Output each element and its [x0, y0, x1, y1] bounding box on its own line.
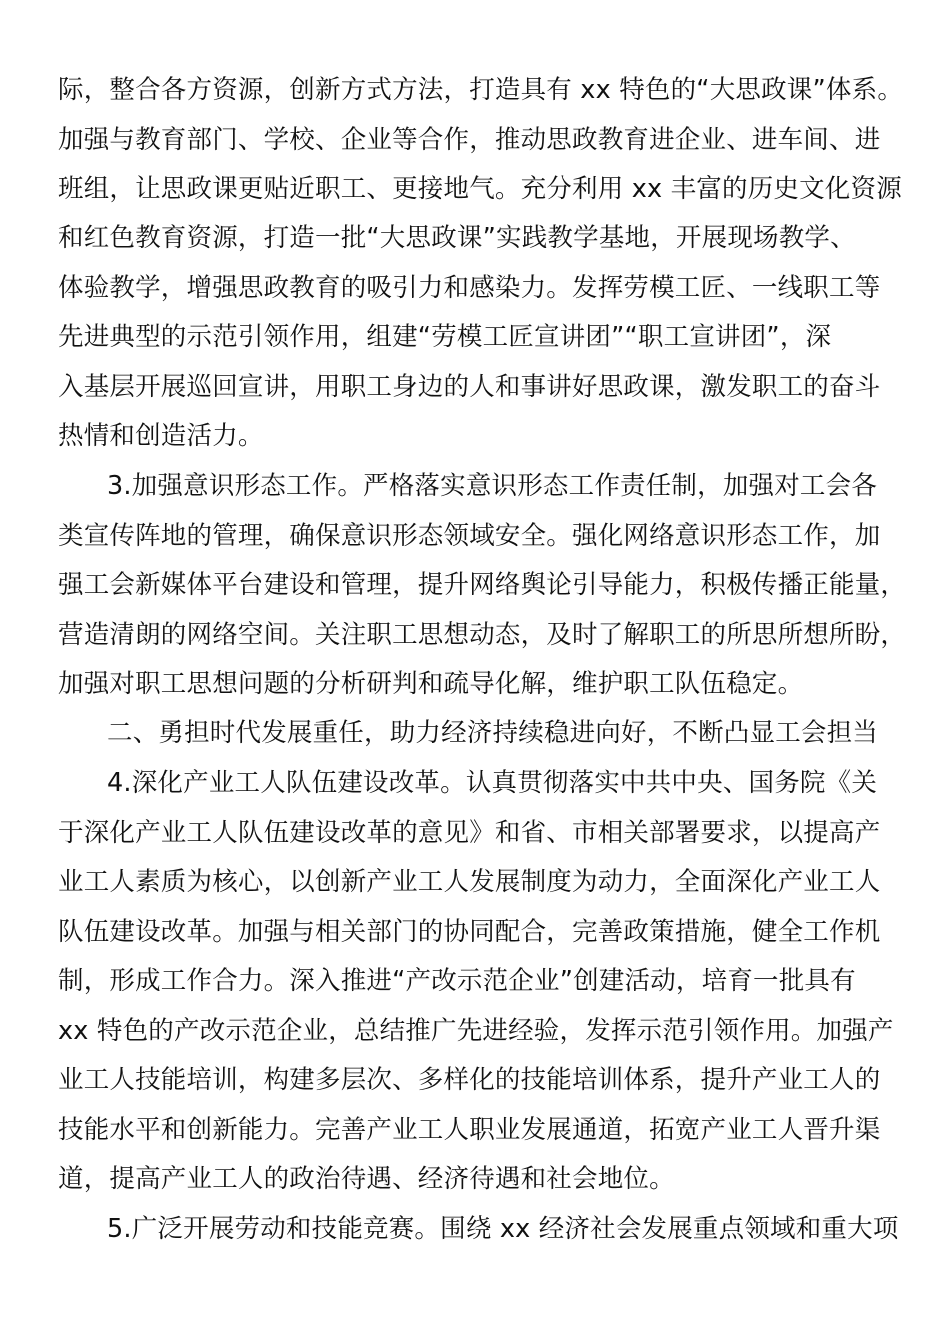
- text-line: 加强与教育部门、学校、企业等合作，推动思政教育进企业、进车间、进: [58, 125, 881, 155]
- text-line: xx 特色的产改示范企业，总结推广先进经验，发挥示范引领作用。加强产: [58, 1016, 894, 1046]
- text-line: 营造清朗的网络空间。关注职工思想动态，及时了解职工的所思所想所盼，: [58, 620, 907, 650]
- text-line: 际，整合各方资源，创新方式方法，打造具有 xx 特色的“大思政课”体系。: [58, 75, 904, 105]
- paragraph-start-item-4: 4.深化产业工人队伍建设改革。认真贯彻落实中共中央、国务院《关: [107, 768, 878, 798]
- text-line: 入基层开展巡回宣讲，用职工身边的人和事讲好思政课，激发职工的奋斗: [58, 372, 881, 402]
- text-line: 队伍建设改革。加强与相关部门的协同配合，完善政策措施，健全工作机: [58, 917, 881, 947]
- section-heading-2: 二、勇担时代发展重任，助力经济持续稳进向好，不断凸显工会担当: [107, 718, 879, 748]
- text-line: 班组，让思政课更贴近职工、更接地气。充分利用 xx 丰富的历史文化资源: [58, 174, 902, 204]
- text-line: 热情和创造活力。: [58, 421, 264, 451]
- text-line: 技能水平和创新能力。完善产业工人职业发展通道，拓宽产业工人晋升渠: [58, 1115, 881, 1145]
- text-line: 强工会新媒体平台建设和管理，提升网络舆论引导能力，积极传播正能量，: [58, 570, 907, 600]
- paragraph-start-item-3: 3.加强意识形态工作。严格落实意识形态工作责任制，加强对工会各: [107, 471, 878, 501]
- text-line: 制，形成工作合力。深入推进“产改示范企业”创建活动，培育一批具有: [58, 966, 856, 996]
- text-line: 于深化产业工人队伍建设改革的意见》和省、市相关部署要求，以提高产: [58, 818, 881, 848]
- text-line: 业工人技能培训，构建多层次、多样化的技能培训体系，提升产业工人的: [58, 1065, 881, 1095]
- text-line: 类宣传阵地的管理，确保意识形态领域安全。强化网络意识形态工作，加: [58, 521, 881, 551]
- text-line: 体验教学，增强思政教育的吸引力和感染力。发挥劳模工匠、一线职工等: [58, 273, 881, 303]
- text-line: 和红色教育资源，打造一批“大思政课”实践教学基地，开展现场教学、: [58, 223, 856, 253]
- paragraph-start-item-5: 5.广泛开展劳动和技能竞赛。围绕 xx 经济社会发展重点领域和重大项: [107, 1214, 899, 1244]
- text-line: 业工人素质为核心，以创新产业工人发展制度为动力，全面深化产业工人: [58, 867, 881, 897]
- text-line: 道，提高产业工人的政治待遇、经济待遇和社会地位。: [58, 1164, 675, 1194]
- text-line: 加强对职工思想问题的分析研判和疏导化解，维护职工队伍稳定。: [58, 669, 804, 699]
- text-line: 先进典型的示范引领作用，组建“劳模工匠宣讲团”“职工宣讲团”，深: [58, 322, 832, 352]
